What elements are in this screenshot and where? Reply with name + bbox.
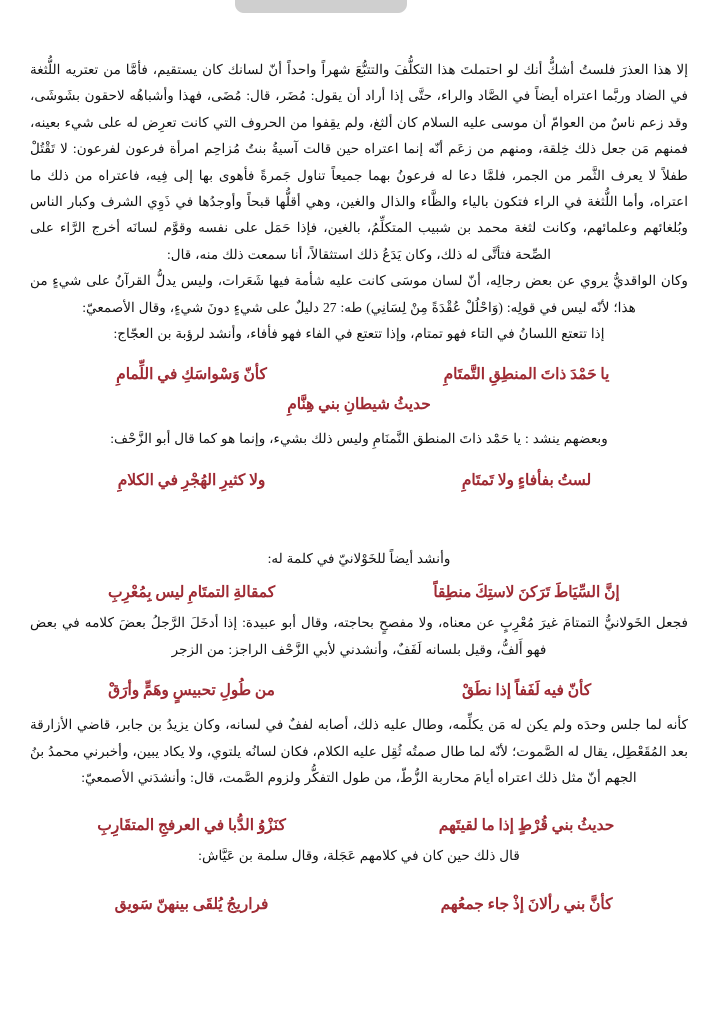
verse-couplet-3: [24, 580, 694, 606]
verse-couplet-4: [24, 678, 694, 704]
verse-5-first-hemistich: حديثُ بني قُرْطٍ إذا ما لقيتَهم: [438, 817, 615, 835]
spacer: [24, 791, 694, 813]
paragraph-3: إذا تتعتع اللسانُ في التاء فهو تمتام، وإذا تتعتع في الفاء فهو فأفاء، وأنشد لرؤبة بن العجّاج:: [113, 326, 605, 342]
spacer: [24, 347, 694, 362]
paragraph-block-5: [24, 546, 694, 572]
verse-3-first-hemistich: إنَّ السِّيَاطَ تَرَكنَ لاستِكَ منطِقاً: [433, 584, 620, 602]
spacer: [24, 494, 694, 524]
verse-4-second-hemistich: من طُولِ تحبيسٍ وهَمٍّ وأرَقْ: [108, 682, 275, 700]
verse-1b-hemistich: حديثُ شيطانِ بني هِنَّامِ: [287, 396, 431, 414]
verse-couplet-1: [24, 362, 694, 388]
spacer: [24, 870, 694, 892]
spacer: [24, 704, 694, 712]
spacer: [24, 572, 694, 580]
verse-1-first-hemistich: يا حَمْدَ ذاتَ المنطِقِ التَّمتَامِ: [443, 366, 610, 384]
paragraph-block-7: [24, 712, 694, 791]
verse-single-1: [24, 392, 694, 418]
paragraph-1: إلا هذا العذرَ فلستُ أشكُّ أنك لو احتملتَ هذا التكلُّفَ والتتبُّعَ شهراً واحداً أنّ لسانك كان يستقيم، فأمَّا من تعتريه اللُّثغة في الضاد وربَّما اعتراه أيضاً في الصَّاد والراء، حتَّى إذا أراد أن يقول: مُضَر، قال: مُضَى، فهذا وأشباهُه لاحقون بشَوشَى، وقد زعم ناسٌ من العوامّ أن موسى عليه السلام كان ألثغ، ولم يقِفوا من الحروف التي كانت تعرِض له على شيء بعينه، فمنهم مَن جعل ذلك خِلقة، ومنهم من زعَم أنّه إنما اعتراه حين قالت آسيةُ بنتُ مُزاحِم امرأة فرعون لفرعون: لا تَقْتُلْ طفلاً لا يعرف الثَّمر من الجمر، فلمَّا دعا له فرعونُ بهما جميعاً تناول جَمرةً فأهوى بها إلى فِيه، فاعتراه من ذلك ما اعتراه، وأما اللُّثغة في الراء فتكون بالياء والظَّاء والذال والغين، وهي أقلُّها قبحاً وأوجدُها في ذَوِي الشرف وكبار الناس وبُلغائهم وعلمائهم، وكانت لثغة محمد بن شبيب المتكلِّمُ، بالغين، فإذا حَمَل على نفسه وقوَّم لسانَه أخرج الرَّاء على الصِّحة فتأتَّى له ذلك، وكان يَدَعُ ذلك استثقالاً، أنا سمعت ذلك منه، قال:: [30, 62, 688, 262]
verse-couplet-6: [24, 892, 694, 918]
verse-2-second-hemistich: ولا كثيرِ الهُجْرِ في الكلامِ: [117, 471, 266, 489]
paragraph-8: قال ذلك حين كان في كلامهم عَجَلة، وقال سلمة بن عَيَّاش:: [198, 848, 520, 864]
verse-5-second-hemistich: كنَزْوُ الدُّبا في العرفجِ المتقَارِبِ: [97, 817, 286, 835]
verse-4-first-hemistich: كأنّ فيه لَفَفاً إذا نطَقْ: [461, 682, 592, 700]
spacer: [24, 663, 694, 678]
verse-1-second-hemistich: كأنّ وَسْواسَكِ في اللِّمامِ: [116, 366, 267, 384]
paragraph-block-2: [24, 268, 694, 321]
paragraph-block-1: [24, 57, 694, 268]
spacer: [24, 418, 694, 426]
verse-6-first-hemistich: كأنَّ بني رألانَ إذْ جاء جمعُهم: [440, 895, 613, 913]
spacer: [24, 524, 694, 546]
paragraph-7: كأنه لما جلس وحدَه ولم يكن له مَن يكلِّمه، وطال عليه ذلك، أصابه لففٌ في لسانه، وكان يزيدُ بن جابر، قاضي الأزارقة بعد المُقَعْطِل، يقال له الصَّموت؛ لأنّه لما طال صمتُه ثُقِل عليه الكلام، فكان لسانُه يلتوي، ولا يكاد يبين، وأخبرني محمدُ بنُ الجهم أنّ مثل ذلك اعتراه أيامَ محاربة الزُّطّ، من طول التفكُّر ولزوم الصَّمت، قال: وأنشدَني الأصمعيّ:: [30, 717, 688, 785]
spacer: [24, 453, 694, 468]
verse-couplet-5: [24, 813, 694, 839]
verse-couplet-2: [24, 468, 694, 494]
paragraph-2: وكان الواقديُّ يروي عن بعض رجالِه، أنّ لسان موسَى كانت عليه شأمة فيها شَعَرات، وليس يدلُّ القرآنُ على شيءٍ من هذا؛ لأنّه ليس في قولِه: (وَاحْلُلْ عُقْدَةً مِنْ لِسَانِي) طه: 27 دليلٌ على شيءٍ دونَ شيءٍ، وقال الأصمعيّ:: [30, 273, 688, 315]
paragraph-5: وأنشد أيضاً للخَوْلانيّ في كلمة له:: [267, 550, 451, 566]
verse-6-second-hemistich: فراريجُ يُلقَى بينهنّ سَويق: [114, 895, 269, 913]
paragraph-6: فجعل الخَولانيُّ التمتامَ غيرَ مُعْرِبٍ عن معناه، ولا مفصحٍ بحاجته، وقال أبو عبيدة: إذا أدخَلَ الرَّجلُ بعضَ كلامه في بعض فهو أَلفُّ، وقيل بلسانه لَفَفٌ، وأنشدني لأبي الزَّحْف الراجز: من الزجر: [30, 615, 688, 657]
paragraph-block-8: [24, 843, 694, 869]
paragraph-block-4: [24, 426, 694, 452]
verse-2-first-hemistich: لستُ بفأفاءٍ ولا تَمتَامِ: [461, 471, 592, 489]
verse-3-second-hemistich: كمقالةِ التمتَامِ ليس بِمُعْرِبِ: [107, 584, 276, 602]
paragraph-block-3: [24, 321, 694, 347]
paragraph-block-6: [24, 610, 694, 663]
paragraph-4: وبعضهم ينشد : يا حَمْد ذاتَ المنطق النَّمنَامِ وليس ذلك بشيء، وإنما هو كما قال أبو الزَّحْف:: [110, 431, 608, 447]
